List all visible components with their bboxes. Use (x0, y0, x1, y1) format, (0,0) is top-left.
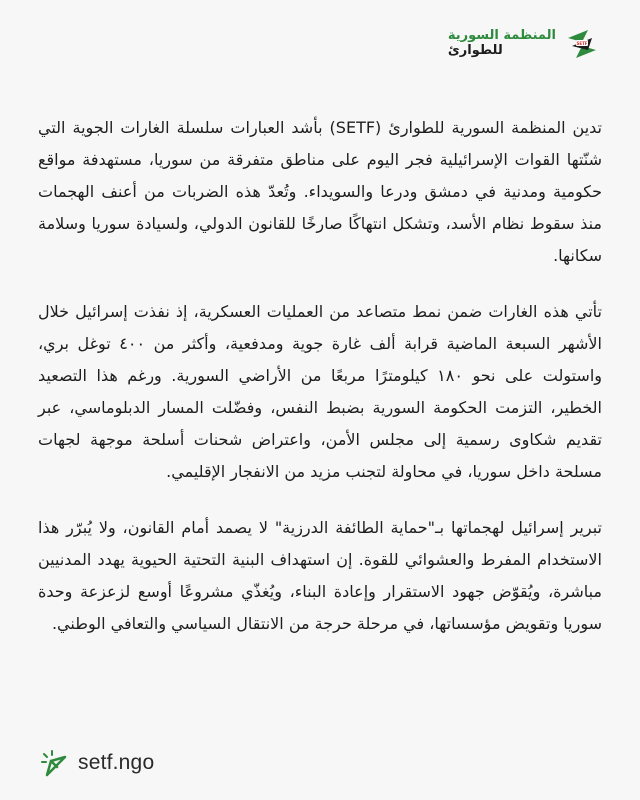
logo-name-line2: للطوارئ (447, 43, 503, 58)
setf-logo-icon (562, 24, 602, 64)
logo-mark-text: SETF (576, 41, 588, 46)
paragraph-1: تدين المنظمة السورية للطوارئ (SETF) بأشد العبارات سلسلة الغارات الجوية التي شنّتها القوات الإسرائيلية فجر اليوم على مناطق متفرقة من سوريا، مستهدفة مواقع حكومية ومدنية في دمشق ودرعا والسويداء. وتُعدّ هذه الضربات من أعنف الهجمات منذ سقوط نظام الأسد، وتشكل انتهاكًا صارخًا للقانون الدولي، ولسيادة سوريا وسلامة سكانها. (38, 118, 603, 265)
cursor-click-icon (38, 748, 68, 778)
website-link[interactable]: setf.ngo (78, 751, 155, 774)
organization-logo (448, 24, 602, 64)
paragraph-3: تبرير إسرائيل لهجماتها بـ"حماية الطائفة الدرزية" لا يصمد أمام القانون، ولا يُبرّر هذا الاستخدام المفرط والعشوائي للقوة. إن استهداف البنية التحتية الحيوية يهدد المدنيين مباشرة، ويُقوّض جهود الاستقرار وإعادة البناء، ويُغذّي مشروعًا أوسع لزعزعة وحدة سوريا وتقويض مؤسساتها، في مرحلة حرجة من الانتقال السياسي والتعافي الوطني. (38, 518, 602, 633)
paragraph-2: تأتي هذه الغارات ضمن نمط متصاعد من العمليات العسكرية، إذ نفذت إسرائيل خلال الأشهر السبعة الماضية قرابة ألف غارة جوية ومدفعية، وأكثر من ٤٠٠ توغل بري، واستولت على نحو ١٨٠ كيلومترًا مربعًا من الأراضي السورية. ورغم هذا التصعيد الخطير، التزمت الحكومة السورية بضبط النفس، وفضّلت المسار الدبلوماسي، عبر تقديم شكاوى رسمية إلى مجلس الأمن، واعتراض شحنات أسلحة موجهة لجهات مسلحة داخل سوريا، في محاولة لتجنب مزيد من الانفجار الإقليمي. (38, 302, 603, 481)
footer (38, 748, 154, 778)
logo-name-line1: المنظمة السورية (447, 28, 556, 44)
logo-text (448, 29, 556, 59)
statement-body (38, 112, 602, 640)
